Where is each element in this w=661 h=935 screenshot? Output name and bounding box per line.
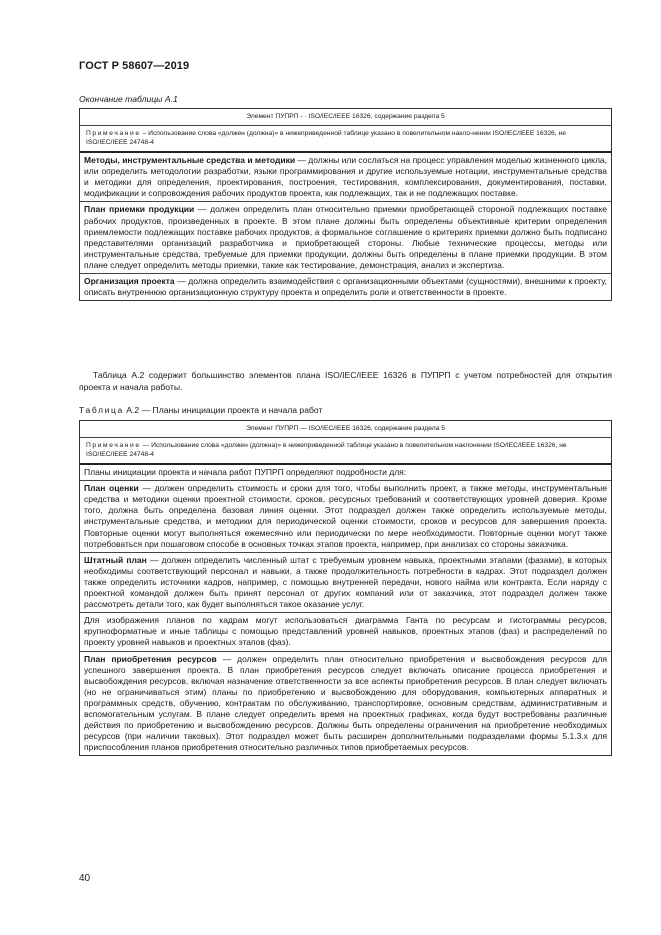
table-a2 <box>79 420 612 756</box>
table-a1-continuation <box>79 108 612 301</box>
table1-row-term: Организация проекта <box>84 276 175 287</box>
table2-note-text: — Использование слова «должен (должна)» в нижеприведенной таблице указано в повелительном наклонении ISO/IEC/IEEE 16326, не ISO/IEC/IEEE 24748-4 <box>86 441 567 459</box>
intro-paragraph: Таблица А.2 содержит большинство элементов плана ISO/IEC/IEEE 16326 в ПУПРП с учетом потребностей для открытия проекта и начала работы. <box>79 370 612 392</box>
table2-row-gantt-note <box>80 613 611 651</box>
table1-element-title: Элемент ПУПРП - · ISO/IEC/IEEE 16326, содержание раздела 5 <box>80 109 611 126</box>
table1-row-text: — должен определить план относительно приемки приобретающей стороной подлежащих поставке рабочих продуктов, произведенных в проекте. В этом плане должны быть определены объективные критерии определения приемлемости подлежащих поставке рабочих продуктов, а формальное соглашение о критериях приемки должно быть подписано представителями организаций разработчика и приобретающей стороны. Любые технические процессы, методы или инструментальные средства, требуемые для приемки продукции, должны быть определены в плане приемки продукции. В этом плане следует определить методы приемки, такие как тестирование, демонстрация, анализ и экспертиза. <box>84 204 608 270</box>
table2-caption <box>79 405 322 415</box>
table1-note <box>80 126 611 153</box>
table1-caption: Окончание таблицы А.1 <box>79 94 178 104</box>
table2-lead-row: Планы инициации проекта и начала работ ПУПРП определяют подробности для: <box>80 465 611 481</box>
table2-row-term: План оценки <box>84 483 139 494</box>
table2-row-resource-acquisition <box>80 652 611 756</box>
table2-row-text: — должен определить план относительно приобретения и высвобождения ресурсов для успешного завершения проекта. В план приобретения ресурсов следует включать описание процесса приобретения и высвобождения ресурсов, включая назначение ответственности за все аспекты приобретения ресурсов. В план следует включать (но не ограничиваться этим) планы по приобретению и высвобождению для оборудования, компьютерных аппаратных и программных средств, обучению, контрактам по обслуживанию, транспортировке, основным средствам, административным и вспомогательным услугам. В плане следует определить время на проектных графиках, когда будут востребованы различные действия по приобретению и высвобождению ресурсов. Должны быть определены ограничения на приобретение необходимых ресурсов (при наличии таковых). Этот подраздел может быть расширен дополнительными подразделами формы 5.1.3.х для приспособления планов приобретения относительно различных типов приобретаемых ресурсов. <box>84 653 608 753</box>
table1-row-term: План приемки продукции <box>84 204 195 215</box>
table2-caption-text: А.2 — Планы инициации проекта и начала работ <box>123 405 323 415</box>
table2-row-text: — должен определить численный штат с требуемым уровнем навыка, проектными этапами (фазами), в которых необходимы соответствующий персонал и навыки, а также продолжительность потребности в кадрах. Этот подраздел должен также определить источники кадров, например, с помощью внутренней передачи, нового найма или контракта. Если наряду с проектной командой должен быть принят персонал от других компаний или от заказчика, этот подраздел должен также рассмотреть детали того, как будет выполняться такое оказание услуг. <box>84 554 607 610</box>
table2-note <box>80 438 611 465</box>
table2-note-label: Примечание <box>86 441 141 449</box>
table2-row-estimation <box>80 481 611 553</box>
page-number: 40 <box>79 873 91 884</box>
table2-row-text: — должен определить стоимость и сроки для того, чтобы выполнить проект, а также методы, инструментальные средства и методики оценки проектной стоимости, сроков, ресурсных требований и соответствующих уровней доверия. Кроме того, должна быть определена базовая линия оценки. Этот подраздел должен также определить используемые методы, инструментальные средства, и методики для периодической оценки стоимости, сроков и ресурсов для завершения проекта. Повторные оценки могут выполняться ежемесячно или периодически по мере необходимости. Повторные оценки могут также потребоваться при пошаговом способе в основных точках этапов проекта, например, при анализах со стороны заказчика. <box>84 483 607 549</box>
document-header: ГОСТ Р 58607—2019 <box>79 60 190 72</box>
table1-row-text: — должны или сослаться на процесс управления моделью жизненного цикла, или определить методологии разработки, языки программирования и другие используемые нотации, инструментальные средства и методики для определения, проектирования, построения, тестирования, комплексирования, документирования, поставки, модификации и сопровождения рабочих продуктов проекта, как подлежащих, так и не подлежащих поставке. <box>84 155 607 199</box>
table1-row-acceptance <box>80 202 611 274</box>
table2-row-term: Штатный план <box>84 554 147 565</box>
table2-row-staffing <box>80 553 611 613</box>
table2-row-text: Для изображения планов по кадрам могут использоваться диаграмма Ганта по ресурсам и гистограммы ресурсов, крупноформатные и иные таблицы с помощью представлений уровней навыков, проектных этапов (фаз) и распределений по проекту уровней навыков и проектных этапов (фаз). <box>84 615 607 648</box>
table2-row-term: План приобретения ресурсов <box>84 653 217 664</box>
table2-caption-label: Таблица <box>79 405 124 415</box>
table2-element-title: Элемент ПУПРП — ISO/IEC/IEEE 16326, содержание раздела 5 <box>80 421 611 438</box>
table1-note-text: – Использование слова «должен (должна)» в нижеприведенной таблице указано в повелительном накло-нении ISO/IEC/IEEE 16326, не ISO/IEC/IEEE 24748-4 <box>86 129 566 147</box>
table1-row-term: Методы, инструментальные средства и методики <box>84 155 296 166</box>
table1-row-text: — должна определить взаимодействия с организационными объектами (сущностями), внешними к проекту, описать внутреннюю организационную структуру проекта и определить роли и ответственности в проекте. <box>84 276 607 298</box>
table1-note-label: Примечание <box>86 129 141 137</box>
table1-row-methods <box>80 153 611 202</box>
table1-row-organization <box>80 274 611 300</box>
